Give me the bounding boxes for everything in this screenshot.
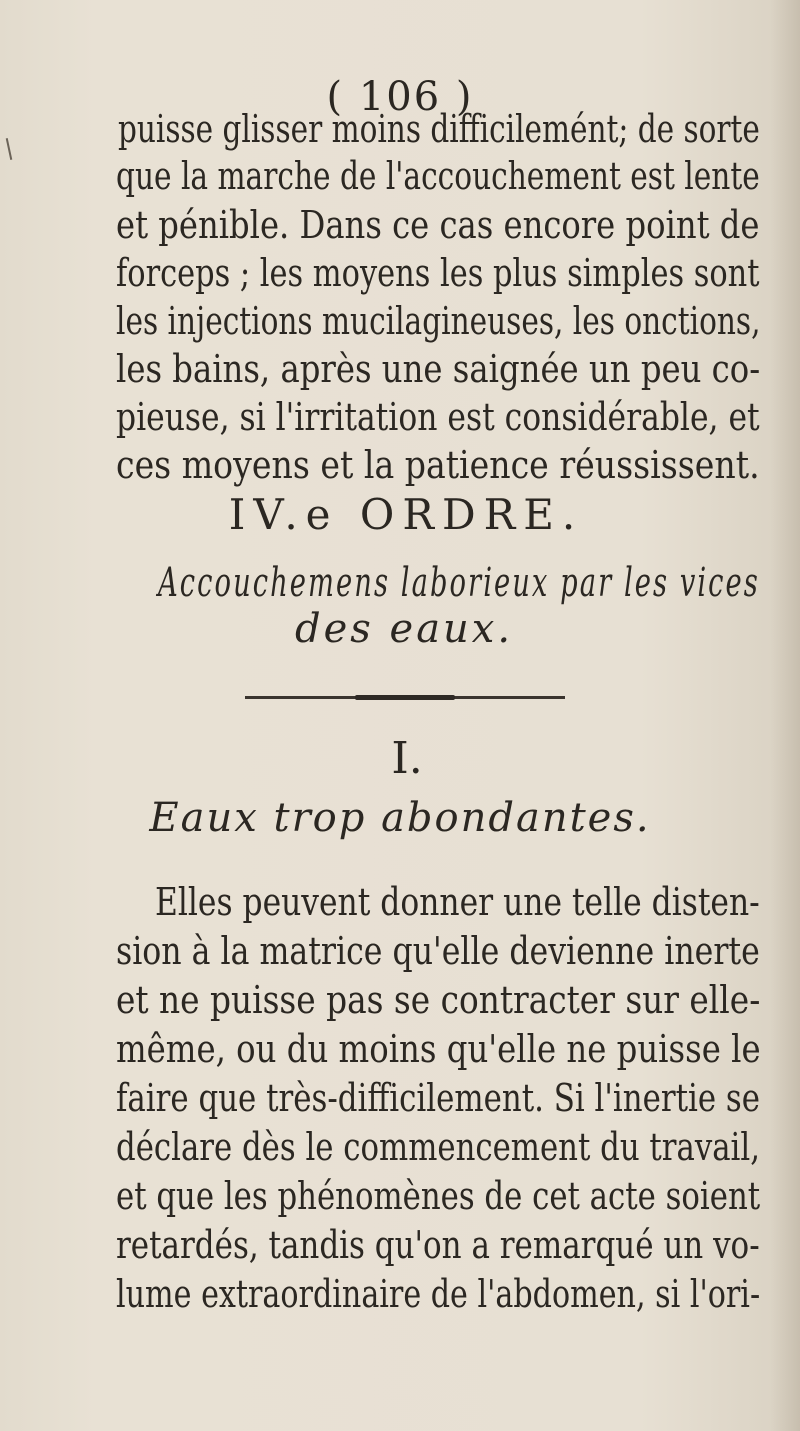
text-line: puisse glisser moins difficilemént; de sorte: [118, 107, 760, 151]
text-line: sion à la matrice qu'elle devienne inerte: [116, 929, 760, 974]
text-line: et ne puisse pas se contracter sur elle-: [116, 978, 761, 1023]
section-divider: [245, 696, 565, 699]
text-line: lume extraordinaire de l'abdomen, si l'ori-: [116, 1272, 761, 1317]
text-line: même, ou du moins qu'elle ne puisse le: [116, 1027, 761, 1072]
text-line: les injections mucilagineuses, les onctions,: [116, 299, 761, 344]
margin-mark: [6, 138, 13, 160]
text-line: déclare dès le commencement du travail,: [116, 1125, 760, 1170]
text-line: forceps ; les moyens les plus simples sont: [116, 251, 760, 296]
text-line: les bains, après une saignée un peu co-: [116, 347, 761, 392]
section-title: Eaux trop abondantes.: [149, 795, 651, 841]
text-line: pieuse, si l'irritation est considérable, et: [116, 395, 760, 440]
page-edge-shadow: [770, 0, 800, 1431]
text-line: et que les phénomènes de cet acte soient: [116, 1174, 761, 1219]
text-line: Elles peuvent donner une telle disten-: [155, 880, 760, 925]
text-line: retardés, tandis qu'on a remarqué un vo-: [116, 1223, 760, 1268]
order-subtitle-line-2: des eaux.: [295, 606, 514, 652]
text-line: et pénible. Dans ce cas encore point de: [116, 203, 760, 248]
section-number: I.: [391, 733, 423, 784]
order-subtitle-line-1: Accouchemens laborieux par les vices: [158, 560, 760, 606]
text-line: ces moyens et la patience réussissent.: [116, 443, 760, 488]
text-line: faire que très-difficilement. Si l'inertie se: [116, 1076, 760, 1121]
page-number: ( 106 ): [326, 74, 474, 120]
order-heading: IV.e ORDRE.: [228, 490, 584, 539]
text-line: que la marche de l'accouchement est lente: [116, 154, 760, 199]
